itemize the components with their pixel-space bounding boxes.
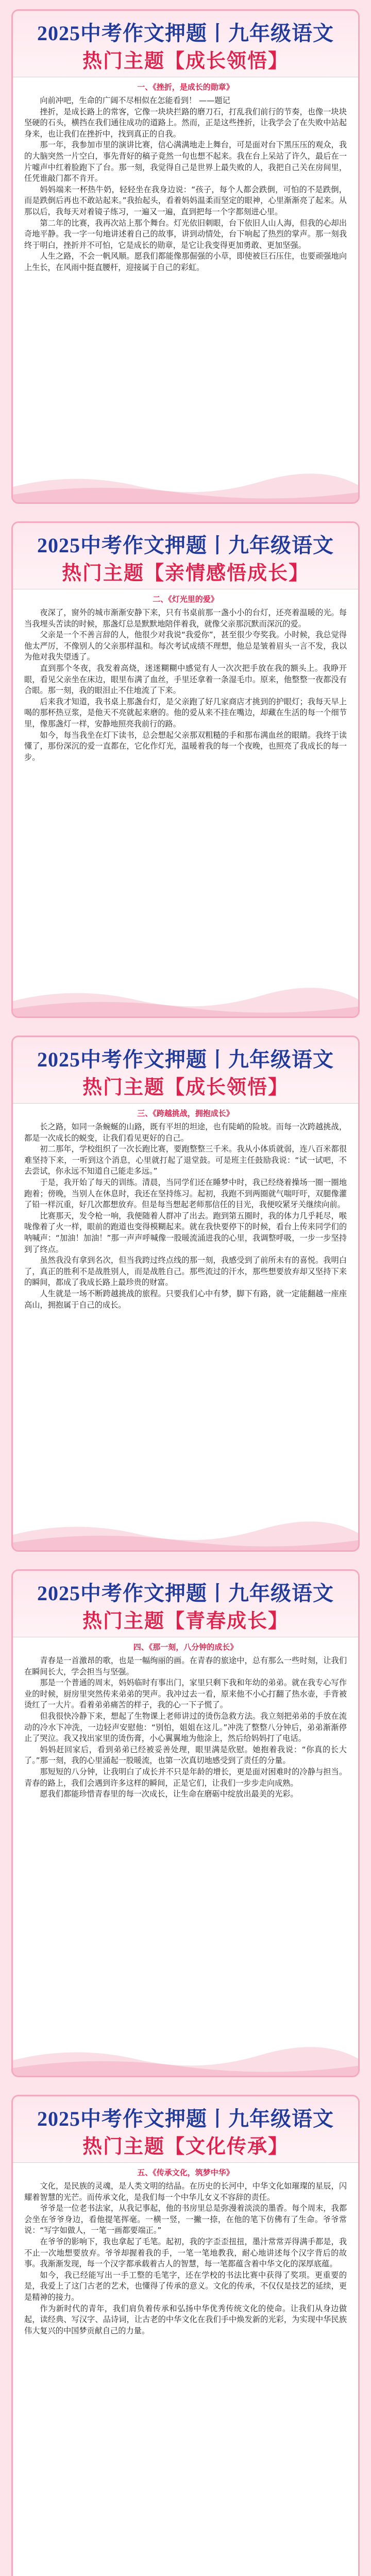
essay-paragraph: 直到那个冬夜，我发着高烧，迷迷糊糊中感觉有人一次次把手放在我的额头上。我睁开眼，看见父亲坐在床边，眼里布满了血丝，手里还拿着一条湿毛巾。原来，他整整一夜都没有合眼。那一刻，我的眼泪止不住地流了下来。: [24, 663, 347, 696]
essay-paragraph: 夜深了，窗外的城市渐渐安静下来，只有书桌前那一盏小小的台灯，还亮着温暖的光。每当我埋头苦读的时候，那盏灯总是默默地陪伴着我，就像父亲那沉默而深沉的爱。: [24, 608, 347, 629]
card-title-line2: 热门主题【文化传承】: [82, 2136, 289, 2158]
card-title-line1: 2025中考作文押题丨九年级语文: [37, 1048, 334, 1071]
mountain-decoration-icon: [13, 1514, 360, 1550]
essay-body: [13, 2181, 358, 2336]
essay-paragraph: 妈妈端来一杯热牛奶，轻轻坐在我身边说：“孩子，每个人都会跌倒，可怕的不是跌倒，而是跌倒后再也不敢站起来。”我抬起头，看着妈妈温柔而坚定的眼神，心里渐渐亮了起来。从那以后，我每天对着镜子练习，一遍又一遍，直到把每一个字都刻进心里。: [24, 184, 347, 216]
essay-body: [13, 607, 358, 763]
essay-paragraph: 向前冲吧，生命的广阔不尽相似在怎能看到！ ——题记: [40, 96, 230, 105]
essay-body: [13, 1122, 358, 1311]
essay-paragraph: 那是一个普通的周末，妈妈临时有事出门，家里只剩下我和年幼的弟弟。就在我专心写作业的时候，厨房里突然传来弟弟的哭声。我冲过去一看，原来他不小心打翻了热水壶，手背被烫红了一大片。看着弟弟痛苦的样子，我的心一下子慌了。: [24, 1678, 347, 1710]
card-title-line1: 2025中考作文押题丨九年级语文: [37, 22, 334, 45]
mountain-decoration-icon: [13, 2040, 360, 2076]
essay-paragraph: 如今，每当我坐在灯下读书，总会想起父亲那双粗糙的手和那布满血丝的眼睛。我终于读懂了，那份深沉的爱一直都在，它化作灯光，温暖着我的每一个夜晚，也照亮了我成长的每一步。: [24, 730, 347, 762]
essay-card-4: [11, 1569, 360, 2077]
essay-paragraph: 父亲是一个不善言辞的人，他很少对我说“我爱你”，甚至很少夸奖我。小时候，我总觉得他太严厉，不像别人的父亲那样温和。每次考试成绩不理想，他总是皱着眉头一言不发，我以为他对我失望透了。: [24, 630, 347, 662]
card-title-line2: 热门主题【青春成长】: [82, 1611, 289, 1632]
card-title-line2: 热门主题【成长领悟】: [82, 50, 289, 72]
essay-paragraph: 青春是一首激昂的歌，也是一幅绚丽的画。在青春的旅途中，总有那么一些时刻，让我们在瞬间长大，学会担当与坚强。: [24, 1656, 347, 1676]
essay-card-2: [11, 521, 360, 1018]
essay-paragraph: 那短短的八分钟，让我明白了成长并不只是年龄的增长，更是面对困难时的冷静与担当。青春的路上，我们会遇到许多这样的瞬间，正是它们，让我们一步步走向成熟。: [24, 1767, 347, 1788]
essay-paragraph: 人生之路，不会一帆风顺。愿我们都能像那倔强的小草，即使被巨石压住，也要顽强地向上生长，在风雨中挺直腰杆，迎接属于自己的彩虹。: [24, 251, 347, 272]
essay-paragraph: 挫折，是成长路上的常客，它像一块块拦路的磨刀石，打乱我们前行的节奏，也像一块块坚硬的石头，横挡在我们通往成功的道路上。然而，正是这些挫折，让我学会了在失败中站起身来，也让我们在挫折中，找到真正的自我。: [24, 107, 347, 139]
card-title-line1: 2025中考作文押题丨九年级语文: [37, 534, 334, 557]
mountain-decoration-icon: [13, 466, 360, 502]
essay-subtitle: 五、《传承文化，筑梦中华》: [137, 2168, 234, 2177]
essay-paragraph: 后来我才知道，我书桌上那盏台灯，是父亲跑了好几家商店才挑到的护眼灯；我每天早上喝的那杯热豆浆，是他天不亮就起来磨的。他的爱从来不挂在嘴边，却藏在生活的每一个细节里，像那盏灯一样，安静地照亮我前行的路。: [24, 697, 347, 728]
card-header: [13, 2096, 358, 2163]
essay-paragraph: 妈妈赶回家后，看到弟弟已经被妥善处理，眼里满是欣慰。她抱着我说：“你真的长大了。”那一刻，我的心里涌起一股暖流，也第一次真切地感受到了责任的分量。: [24, 1744, 347, 1766]
essay-paragraph: 那一年，我参加市里的演讲比赛，信心满满地走上舞台，可是面对台下黑压压的观众，我的大脑突然一片空白，事先背好的稿子竟然一句也想不起来。我在台上呆站了许久，最后在一片嘘声中红着脸跑下了台。那一刻，我觉得自己是世界上最失败的人，我把自己关在房间里，任凭谁敲门都不肯开。: [24, 140, 347, 183]
essay-paragraph: 爷爷是一位老书法家，从我记事起，他的书房里总是弥漫着淡淡的墨香。每个周末，我都会坐在爷爷身边，看他提笔挥毫。一横一竖，一撇一捺，在他的笔下仿佛有了生命。爷爷常说：“写字如做人，一笔一画都要端正。”: [24, 2204, 347, 2235]
essay-card-3: [11, 1036, 360, 1552]
essay-paragraph: 于是，我开始了每天的训练。清晨，当同学们还在睡梦中时，我已经绕着操场一圈一圈地跑着；傍晚，当别人在休息时，我还在坚持练习。起初，我跑不到两圈就气喘吁吁，双腿像灌了铅一样沉重，好几次都想放弃。但是每当想起老师那信任的目光，我便咬紧牙关继续向前。: [24, 1177, 347, 1210]
mountain-decoration-icon: [13, 980, 360, 1016]
card-title-line1: 2025中考作文押题丨九年级语文: [37, 2107, 334, 2130]
essay-card-1: [11, 9, 360, 504]
card-title-line1: 2025中考作文押题丨九年级语文: [37, 1582, 334, 1605]
card-title-line2: 热门主题【成长领悟】: [82, 1077, 289, 1098]
card-header: [13, 523, 358, 589]
essay-paragraph: 虽然我没有拿到名次，但当我跨过终点线的那一刻，我感受到了前所未有的喜悦。我明白了，真正的胜利不是战胜别人，而是战胜自己。那些流过的汗水，那些想要放弃却又坚持下来的瞬间，都成了我成长路上最珍贵的财富。: [24, 1256, 347, 1287]
essay-paragraph: 长之路，如同一条蜿蜒的山路，既有平坦的坦途，也有陡峭的险坡。而每一次跨越挑战，都是一次成长的蜕变，让我们看见更好的自己。: [24, 1122, 347, 1143]
essay-paragraph: 但我很快冷静下来，想起了生物课上老师讲过的烫伤急救方法。我立刻把弟弟的手放在流动的冷水下冲洗，一边轻声安慰他：“别怕，姐姐在这儿。”冲洗了整整八分钟后，弟弟渐渐停止了哭泣。我又找出家里的烫伤膏，小心翼翼地为他涂上，然后给妈妈打了电话。: [24, 1711, 347, 1743]
essay-paragraph: 第二年的比赛，我再次站上那个舞台。灯光依旧刺眼，台下依旧人山人海，但我的心却出奇地平静。我一字一句地讲述着自己的故事，讲到动情处，台下响起了热烈的掌声。那一刻我终于明白，挫折并不可怕，它是成长的勋章，是它让我变得更加勇敢、更加坚强。: [24, 218, 347, 250]
essay-body: [13, 1655, 358, 1800]
essay-body: [13, 95, 358, 274]
essay-paragraph: 初二那年，学校组织了一次长跑比赛，要跑整整三千米。我从小体质就弱，连八百米都很难坚持下来，一听到这个消息，心里就打起了退堂鼓。可是班主任鼓励我说：“试一试吧，不去尝试，你永远不知道自己能走多远。”: [24, 1144, 347, 1176]
essay-paragraph: 人生就是一场不断跨越挑战的旅程。只要我们心中有梦，脚下有路，就一定能翻越一座座高山，拥抱属于自己的成长。: [24, 1289, 347, 1310]
card-header: [13, 1037, 358, 1104]
essay-card-5: [11, 2095, 360, 2576]
essay-subtitle: 一、《挫折，是成长的勋章》: [137, 82, 234, 92]
card-header: [13, 11, 358, 77]
card-header: [13, 1571, 358, 1637]
essay-subtitle: 三、《跨越挑战，拥抱成长》: [137, 1109, 234, 1118]
essay-paragraph: 比赛那天，发令枪一响，我便随着人群冲了出去。跑到第五圈时，我的体力几乎耗尽，喉咙像着了火一样，眼前的跑道也变得模糊起来。就在我快要停下的时候，看台上传来同学们的呐喊声：“加油！加油！”那一声声呼喊像一股暖流涌进我的心里，我调整呼吸，一步一步坚持到了终点。: [24, 1211, 347, 1254]
essay-subtitle: 四、《那一刻，八分钟的成长》: [133, 1642, 238, 1652]
essay-subtitle: 二、《灯光里的爱》: [153, 595, 218, 604]
essay-paragraph: 文化，是民族的灵魂，是人类文明的结晶。在历史的长河中，中华文化如璀璨的星辰，闪耀着智慧的光芒。而传承文化，是我们每一个中华儿女义不容辞的责任。: [24, 2181, 347, 2202]
essay-paragraph: 作为新时代的青年，我们肩负着传承和弘扬中华优秀传统文化的使命。让我们从身边做起，读经典、写汉字、品诗词，让古老的中华文化在我们手中焕发新的光彩，为实现中华民族伟大复兴的中国梦贡献自己的力量。: [24, 2303, 347, 2335]
essay-paragraph: 在爷爷的影响下，我也拿起了毛笔。起初，我的字歪歪扭扭，墨汁常常弄得满手都是，我不止一次地想要放弃。爷爷却握着我的手，一笔一笔地教我，耐心地讲述每个汉字背后的故事。我渐渐发现，每一个汉字都承载着古人的智慧，每一笔都蕴含着中华文化的深厚底蕴。: [24, 2236, 347, 2269]
essay-paragraph: 如今，我已经能写出一手工整的毛笔字，还在学校的书法比赛中获得了奖项。更重要的是，我爱上了这门古老的艺术，也懂得了传承的意义。文化的传承，不仅仅是技艺的延续，更是精神的接力。: [24, 2270, 347, 2302]
card-title-line2: 热门主题【亲情感悟成长】: [61, 563, 309, 584]
essay-paragraph: 愿我们都能珍惜青春里的每一次成长，让生命在磨砺中绽放出最美的光彩。: [40, 1789, 298, 1799]
